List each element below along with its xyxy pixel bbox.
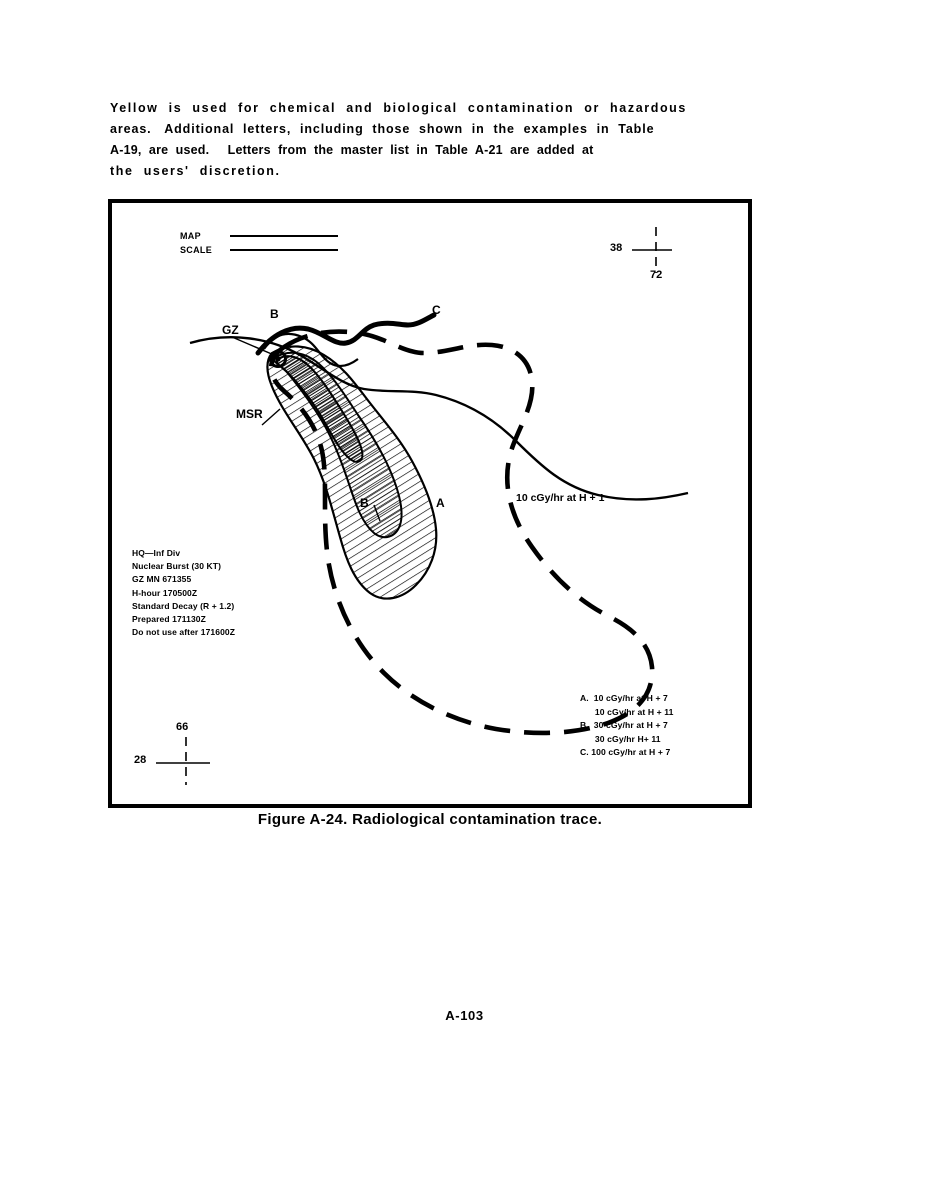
- legend-item-a2: 10 cGy/hr at H + 11: [580, 706, 674, 717]
- label-a-bottom: A: [436, 496, 445, 510]
- label-c-top: C: [432, 303, 441, 317]
- label-msr: MSR: [236, 407, 263, 421]
- legend-item-c1: C. 100 cGy/hr at H + 7: [580, 747, 671, 758]
- info-line-prepared: Prepared 171130Z: [132, 614, 206, 625]
- legend-item-a1: A. 10 cGy/hr at H + 7: [580, 693, 668, 703]
- msr-road-path: [190, 337, 688, 499]
- label-b-top: B: [270, 307, 279, 321]
- unit-info-block: [132, 547, 235, 639]
- map-scale-label-scale: SCALE: [180, 245, 213, 255]
- info-line-gz: GZ MN 671355: [132, 574, 192, 585]
- figure-a24-frame: [108, 199, 752, 808]
- intro-line-4: the users' discretion.: [110, 164, 281, 178]
- intro-paragraph: [110, 98, 750, 182]
- contour-legend: [580, 692, 674, 760]
- intro-line-1: Yellow is used for chemical and biological contamination or hazardous: [110, 101, 687, 115]
- grid-tick-label-38: 38: [610, 242, 623, 254]
- info-line-hq: HQ—Inf Div: [132, 548, 181, 558]
- dose-rate-h1-label: 10 cGy/hr at H + 1: [516, 492, 605, 504]
- legend-item-b2: 30 cGy/hr H+ 11: [580, 733, 661, 744]
- grid-tick-label-72: 72: [650, 269, 663, 281]
- intro-line-3: A-19, are used. Letters from the master list in Table A-21 are added at: [110, 143, 594, 157]
- page-number: A-103: [445, 1008, 484, 1023]
- figure-contents: [112, 203, 748, 804]
- gz-marker-center-icon: [275, 356, 280, 361]
- info-line-expiry: Do not use after 171600Z: [132, 627, 236, 638]
- msr-leader-line: [262, 409, 280, 425]
- legend-item-b1: B. 30 cGy/hr at H + 7: [580, 720, 668, 731]
- map-scale-label-map: MAP: [180, 231, 201, 241]
- info-line-decay: Standard Decay (R + 1.2): [132, 600, 235, 611]
- grid-tick-label-28: 28: [134, 754, 147, 766]
- figure-caption: Figure A-24. Radiological contamination trace.: [257, 811, 603, 828]
- label-b-bottom: B: [360, 496, 369, 510]
- info-line-burst: Nuclear Burst (30 KT): [132, 561, 222, 572]
- intro-line-2: areas. Additional letters, including those shown in the examples in Table: [110, 122, 655, 136]
- label-gz: GZ: [222, 323, 239, 337]
- grid-tick-label-66: 66: [176, 721, 189, 733]
- info-line-hhour: H-hour 170500Z: [132, 587, 198, 598]
